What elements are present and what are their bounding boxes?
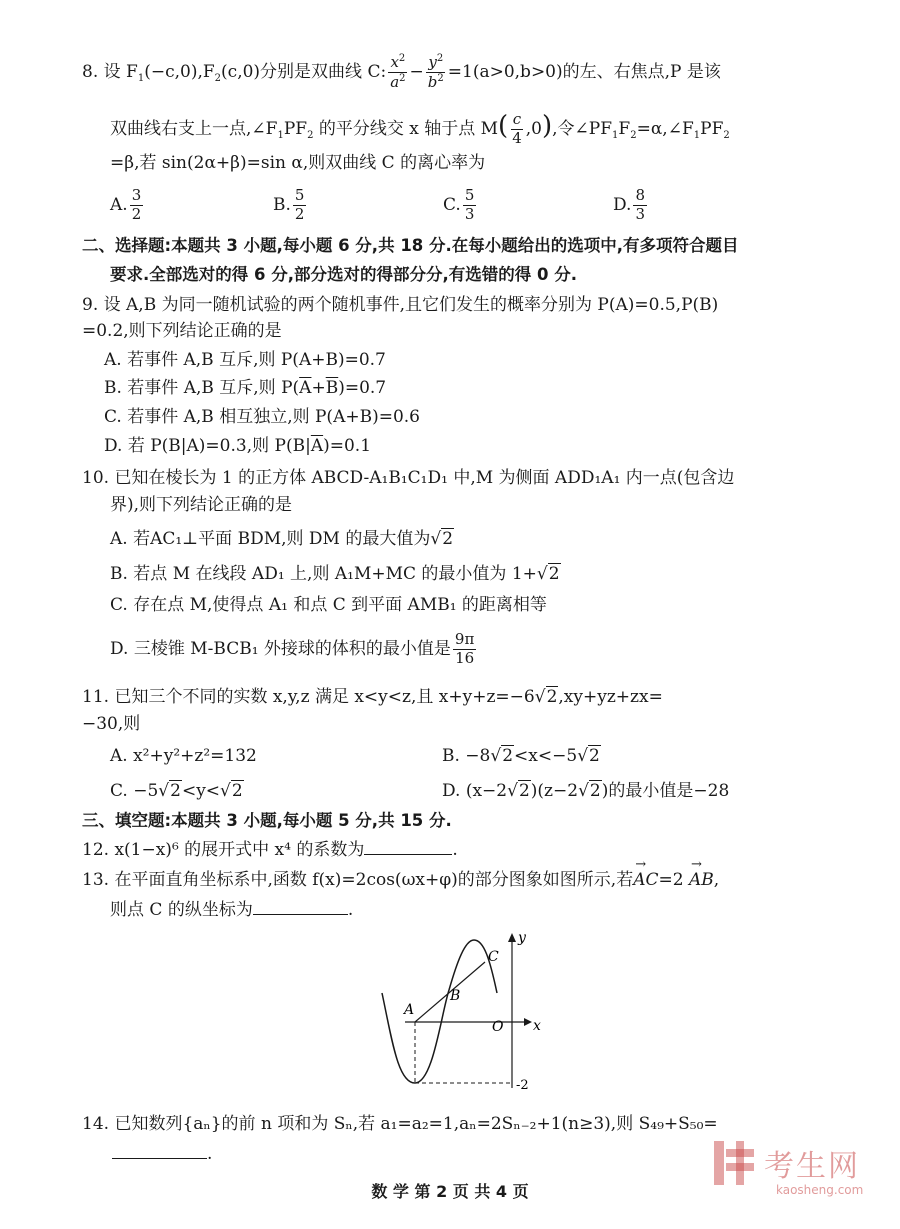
label-origin: O (492, 1019, 504, 1035)
q9-option-c: C. 若事件 A,B 相互独立,则 P(A+B)=0.6 (104, 407, 420, 427)
q9-option-a: A. 若事件 A,B 互斥,则 P(A+B)=0.7 (104, 350, 386, 370)
q14-answer-blank (112, 1158, 207, 1159)
q10-option-a: A. 若AC₁⊥平面 BDM,则 DM 的最大值为√2 (110, 529, 454, 549)
q13-line2: 则点 C 的纵坐标为 . (110, 900, 354, 920)
q11-option-c: C. −5√2<y<√2 (110, 781, 243, 801)
q8-option-c: C. $\frac{5}{3}$ (443, 186, 475, 223)
q14-line1: 14. 已知数列{aₙ}的前 n 项和为 Sₙ,若 a₁=a₂=1,aₙ=2Sₙ₋₂+1(n≥3),则 S₄₉+S₅₀= (82, 1114, 718, 1134)
q11-line1: 11. 已知三个不同的实数 x,y,z 满足 x<y<z,且 x+y+z=−6√2,xy+yz+zx= (82, 687, 663, 707)
kaosheng-logo-icon (712, 1139, 756, 1187)
q9-option-b: B. 若事件 A,B 互斥,则 $P(\overline{A}+\overline{B})=0.7$ (104, 378, 387, 398)
q9-line2: =0.2,则下列结论正确的是 (82, 321, 282, 341)
x-axis-arrow-icon (524, 1018, 532, 1026)
section-2-heading-line2: 要求.全部选对的得 6 分,部分选对的得部分分,有选错的得 0 分. (110, 265, 578, 284)
q8-option-b: B. $\frac{5}{2}$ (273, 186, 305, 223)
q11-option-a: A. x²+y²+z²=132 (110, 746, 257, 766)
watermark-logo (712, 1135, 892, 1215)
q11-option-d: D. (x−2√2)(z−2√2)的最小值是−28 (442, 781, 730, 801)
q9-line1: 9. 设 A,B 为同一随机试验的两个随机事件,且它们发生的概率分别为 P(A)=0.5,P(B) (82, 295, 719, 315)
label-y: y (518, 930, 526, 946)
q8-line1: 8. 设 $F_1(-c,0),F_2(c,0)$分别是双曲线 C: $\frac{x^2}{a^2}$ − $\frac{y^2}{b^2}$ =1(a>0,b>0)的左、右焦点,P 是该 (82, 53, 721, 91)
y-axis-arrow-icon (508, 933, 516, 942)
q11-option-b: B. −8√2<x<−5√2 (442, 746, 600, 766)
q14-line2: . (112, 1146, 212, 1163)
label-x: x (533, 1018, 541, 1034)
watermark-cn: 考生网 (764, 1149, 860, 1184)
page-footer: 数 学 第 2 页 共 4 页 (371, 1182, 529, 1201)
q12-line: 12. x(1−x)⁶ 的展开式中 x⁴ 的系数为 . (82, 840, 458, 860)
q10-line2: 界),则下列结论正确的是 (110, 495, 293, 515)
cosine-curve (382, 940, 497, 1083)
q13-answer-blank (253, 914, 348, 915)
q11-line2: −30,则 (82, 714, 141, 734)
label-a: A (404, 1002, 415, 1018)
q10-option-b: B. 若点 M 在线段 AD₁ 上,则 A₁M+MC 的最小值为 1+√2 (110, 564, 560, 584)
q8-option-a: A. $\frac{3}{2}$ (110, 186, 142, 223)
q8-line3: =β,若 sin(2α+β)=sin α,则双曲线 C 的离心率为 (110, 153, 486, 173)
label-b: B (450, 988, 461, 1004)
q8-option-d: D. $\frac{8}{3}$ (613, 186, 645, 223)
watermark-en: kaosheng.com (776, 1183, 864, 1197)
q10-option-d: D. 三棱锥 M-BCB₁ 外接球的体积的最小值是 $\frac{9\pi}{16}$ (110, 630, 475, 667)
q8-line2: 双曲线右支上一点$,\angle F_1PF_2$ 的平分线交 x 轴于点 M( $\frac{c}{4}$ ,0),令$\angle PF_1F_2=\alpha,\angle F_1PF_2$ (110, 110, 730, 147)
label-c: C (488, 949, 499, 965)
q10-line1: 10. 已知在棱长为 1 的正方体 ABCD-A₁B₁C₁D₁ 中,M 为侧面 ADD₁A₁ 内一点(包含边 (82, 468, 735, 488)
section-3-heading: 三、填空题:本题共 3 小题,每小题 5 分,共 15 分. (82, 811, 452, 830)
label-minus-2: -2 (516, 1078, 529, 1093)
q13-graph-figure (375, 922, 555, 1092)
section-2-heading-line1: 二、选择题:本题共 3 小题,每小题 6 分,共 18 分.在每小题给出的选项中,有多项符合题目 (82, 236, 739, 255)
q12-answer-blank (364, 854, 452, 855)
q10-option-c: C. 存在点 M,使得点 A₁ 和点 C 到平面 AMB₁ 的距离相等 (110, 595, 547, 615)
q9-option-d: D. 若 P(B|A)=0.3,则 $P(B|\overline{A})=0.1$ (104, 436, 372, 456)
q13-line1: 13. 在平面直角坐标系中,函数 f(x)=2cos(ωx+φ)的部分图象如图所示,若→ AC=2 → AB, (82, 872, 719, 889)
